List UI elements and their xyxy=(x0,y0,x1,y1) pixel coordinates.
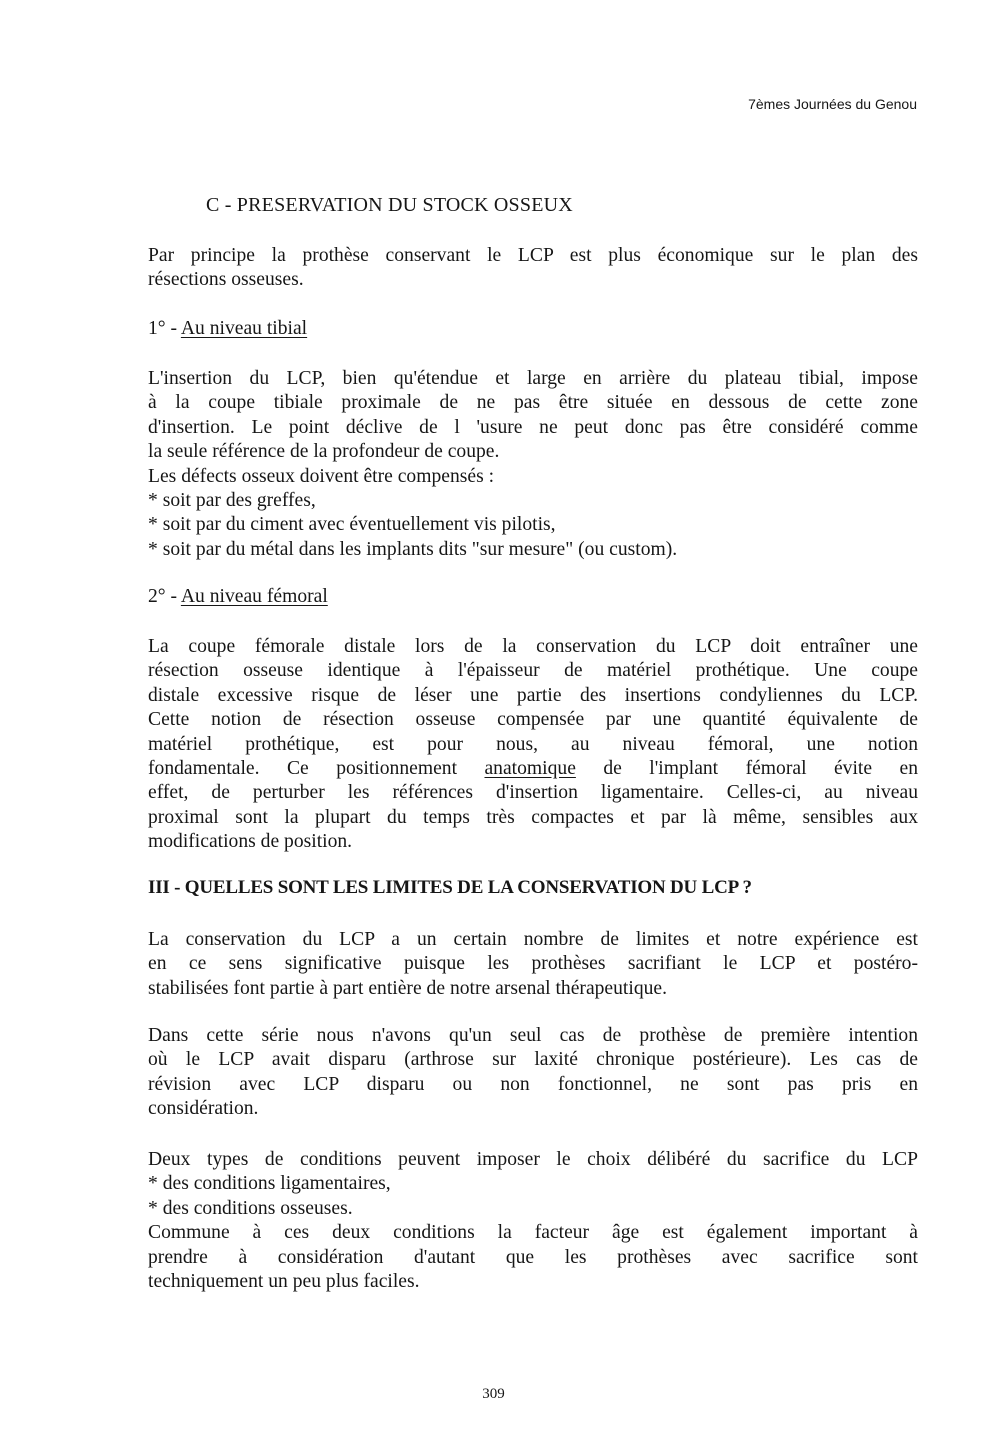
tibial-title: Au niveau tibial xyxy=(180,318,308,339)
text-line: Les défects osseux doivent être compensés : xyxy=(148,465,495,487)
text-line xyxy=(148,757,918,781)
underlined-word: anatomique xyxy=(484,758,576,780)
text-line: Commune à ces deux conditions la facteur âge est également important à xyxy=(148,1222,918,1244)
list-item: * des conditions osseuses. xyxy=(148,1197,353,1219)
text-line: à la coupe tibiale proximale de ne pas être située en dessous de cette zone xyxy=(148,392,918,414)
text-line: Par principe la prothèse conservant le LCP est plus économique sur le plan des xyxy=(148,245,918,266)
text-line: La conservation du LCP a un certain nombre de limites et notre expérience est xyxy=(148,929,918,950)
tibial-number: 1° - xyxy=(148,318,178,339)
list-item: * soit par du ciment avec éventuellement vis pilotis, xyxy=(148,514,556,536)
text-line: matériel prothétique, est pour nous, au niveau fémoral, une notion xyxy=(148,733,918,755)
section-iii-paragraph-3 xyxy=(148,1148,918,1294)
list-item: * soit par des greffes, xyxy=(148,490,316,512)
section-c-title: C - PRESERVATION DU STOCK OSSEUX xyxy=(206,194,573,216)
running-head: 7èmes Journées du Genou xyxy=(748,96,917,112)
text-line: où le LCP avait disparu (arthrose sur laxité chronique postérieure). Les cas de xyxy=(148,1049,918,1071)
text-line: La coupe fémorale distale lors de la conservation du LCP doit entraîner une xyxy=(148,636,918,657)
femoral-subheading xyxy=(148,586,328,608)
text-line: Dans cette série nous n'avons qu'un seul cas de prothèse de première intention xyxy=(148,1025,918,1046)
text-line: prendre à considération d'autant que les prothèses avec sacrifice sont xyxy=(148,1246,918,1268)
list-item: * soit par du métal dans les implants dits "sur mesure" (ou custom). xyxy=(148,538,678,560)
text-line: révision avec LCP disparu ou non fonctionnel, ne sont pas pris en xyxy=(148,1073,918,1095)
text-line: Deux types de conditions peuvent imposer le choix délibéré du sacrifice du LCP xyxy=(148,1149,918,1170)
text-line: la seule référence de la profondeur de coupe. xyxy=(148,441,500,463)
text-line: considération. xyxy=(148,1098,259,1120)
text-line: résection osseuse identique à l'épaisseur de matériel prothétique. Une coupe xyxy=(148,660,918,682)
section-c-intro xyxy=(148,244,918,293)
text-line: effet, de perturber les références d'insertion ligamentaire. Celles-ci, au niveau xyxy=(148,782,918,804)
femoral-number: 2° - xyxy=(148,586,178,607)
text-line: L'insertion du LCP, bien qu'étendue et large en arrière du plateau tibial, impose xyxy=(148,368,918,389)
text-line: techniquement un peu plus faciles. xyxy=(148,1271,420,1293)
text-line: en ce sens significative puisque les prothèses sacrifiant le LCP et postéro- xyxy=(148,953,918,975)
text-line: Cette notion de résection osseuse compensée par une quantité équivalente de xyxy=(148,709,918,731)
text-line: d'insertion. Le point déclive de l 'usure ne peut donc pas être considéré comme xyxy=(148,416,918,438)
section-iii-paragraph-2 xyxy=(148,1024,918,1122)
femoral-paragraph xyxy=(148,635,918,855)
femoral-title: Au niveau fémoral xyxy=(180,586,328,607)
text-line: distale excessive risque de léser une partie des insertions condyliennes du LCP. xyxy=(148,684,918,706)
section-iii-paragraph-1 xyxy=(148,928,918,1001)
text-line: proximal sont la plupart du temps très compactes et par là même, sensibles aux xyxy=(148,806,918,828)
tibial-subheading xyxy=(148,318,307,340)
page-number: 309 xyxy=(482,1386,505,1402)
tibial-paragraph xyxy=(148,367,918,562)
text-segment: fondamentale. Ce positionnement xyxy=(148,758,485,780)
text-segment: de l'implant fémoral évite en xyxy=(575,758,918,780)
text-line: modifications de position. xyxy=(148,831,353,853)
list-item: * des conditions ligamentaires, xyxy=(148,1173,391,1195)
text-line: résections osseuses. xyxy=(148,269,304,291)
section-iii-title: III - QUELLES SONT LES LIMITES DE LA CONSERVATION DU LCP ? xyxy=(148,877,752,898)
text-line: stabilisées font partie à part entière de notre arsenal thérapeutique. xyxy=(148,977,668,999)
